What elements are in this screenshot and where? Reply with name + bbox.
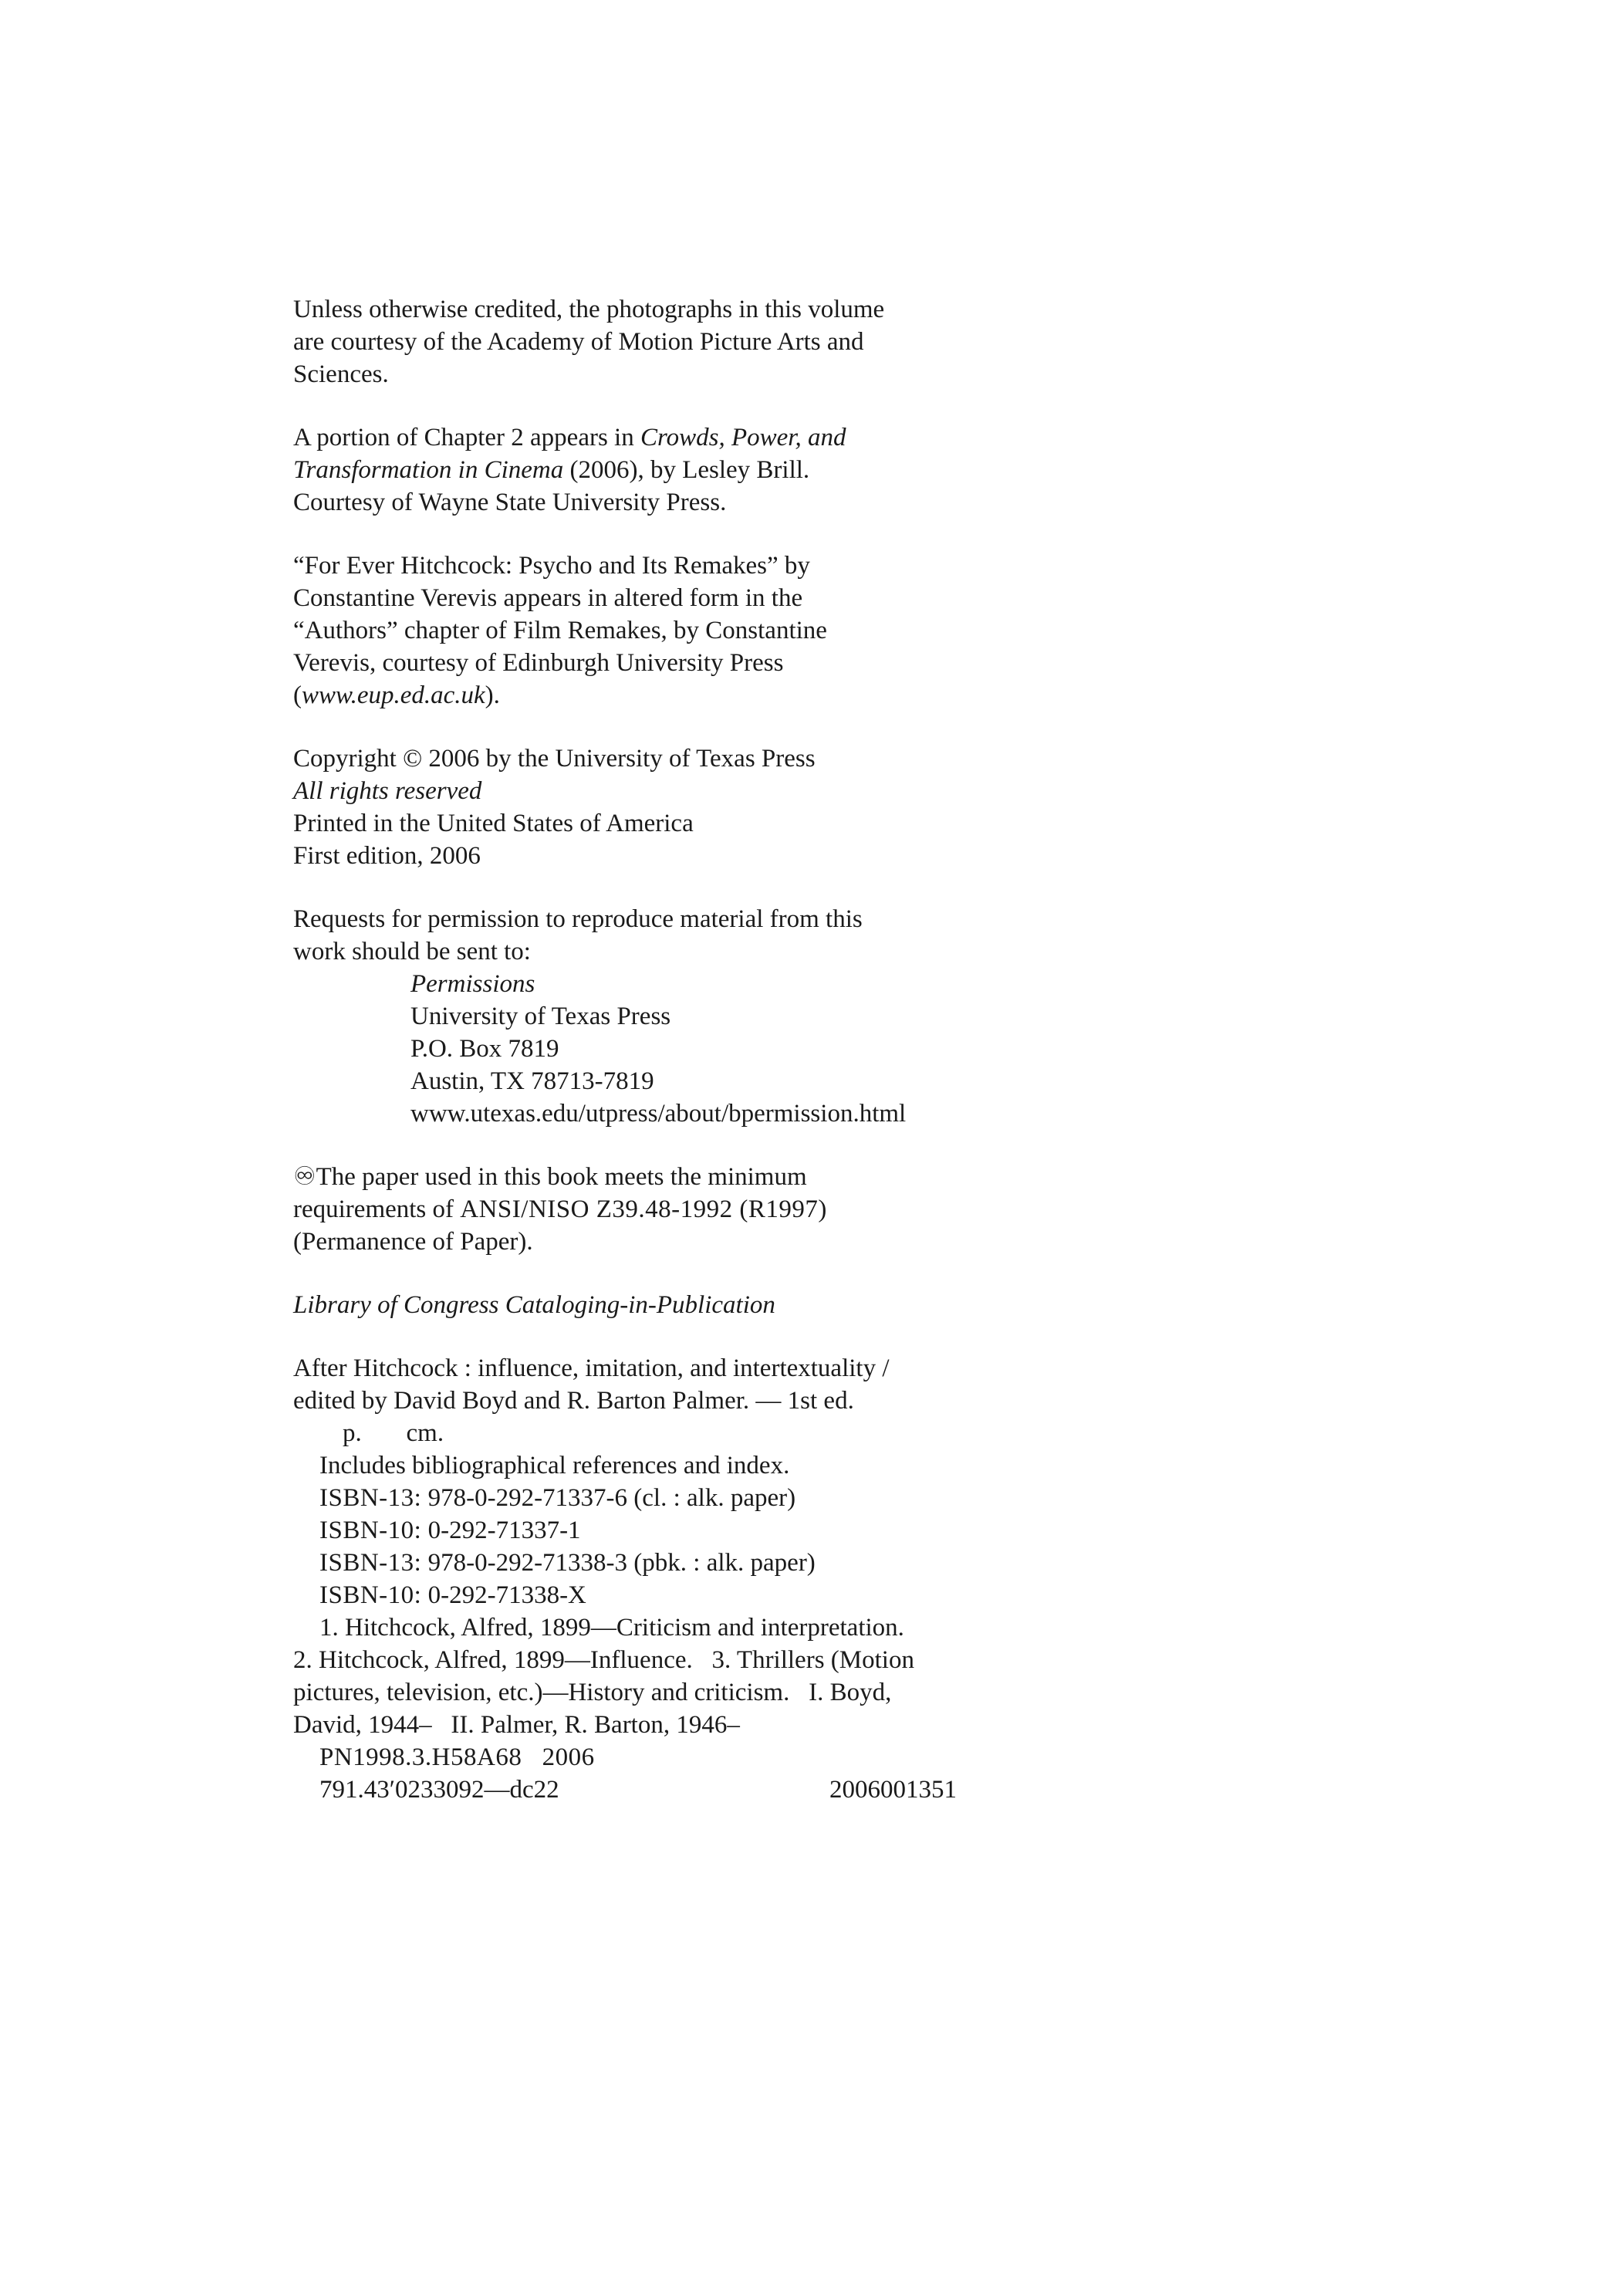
cip-lccn: 2006001351: [829, 1776, 957, 1804]
permissions: [293, 903, 957, 1130]
cip-title-line: edited by David Boyd and R. Barton Palmer. — 1st ed.: [293, 1387, 854, 1415]
permissions-intro: work should be sent to:: [293, 938, 531, 965]
cip-physical: p. cm.: [343, 1419, 444, 1447]
cip-bibliography-note: Includes bibliographical references and index.: [319, 1452, 790, 1479]
remakes-note-line: Constantine Verevis appears in altered form in the: [293, 584, 803, 612]
chapter-note: [293, 421, 957, 519]
cip-subject-line: pictures, television, etc.)—History and criticism. I. Boyd,: [293, 1679, 892, 1706]
isbn-label: ISBN-13:: [319, 1484, 422, 1512]
permissions-url: www.utexas.edu/utpress/about/bpermission.html: [410, 1100, 907, 1128]
cip-dewey-row: [293, 1774, 957, 1806]
copyright-notice: [293, 742, 957, 872]
remakes-note: [293, 549, 957, 712]
paper-notice: [293, 1161, 957, 1258]
book-title: Transformation in Cinema: [293, 456, 564, 484]
paper-notice-line: requirements of ANSI/NISO Z39.48-1992 (R1997): [293, 1195, 827, 1223]
cip-subject-line: 2. Hitchcock, Alfred, 1899—Influence. 3. Thrillers (Motion: [293, 1646, 914, 1674]
photo-credits: [293, 293, 957, 391]
chapter-note-line: Transformation in Cinema (2006), by Lesley Brill.: [293, 456, 810, 484]
remakes-note-url-line: (www.eup.ed.ac.uk).: [293, 681, 500, 709]
cip-dewey: 791.43′0233092—dc22: [319, 1776, 559, 1804]
permissions-intro: Requests for permission to reproduce material from this: [293, 905, 863, 933]
cip-heading: Library of Congress Cataloging-in-Publication: [293, 1291, 775, 1319]
isbn-label: ISBN-13:: [319, 1549, 422, 1577]
paper-notice-line: ♾The paper used in this book meets the minimum: [293, 1163, 807, 1191]
cip-lc-class: PN1998.3.H58A68 2006: [319, 1743, 595, 1771]
cip-isbn-line: ISBN-13: 978-0-292-71338-3 (pbk. : alk. paper): [319, 1549, 816, 1577]
remakes-note-line: “Authors” chapter of Film Remakes, by Constantine: [293, 617, 827, 644]
cip-subject-line: 1. Hitchcock, Alfred, 1899—Criticism and interpretation.: [319, 1614, 904, 1642]
address-line: Austin, TX 78713-7819: [410, 1067, 654, 1095]
cip-subject-line: David, 1944– II. Palmer, R. Barton, 1946–: [293, 1711, 740, 1739]
cip-isbn-line: ISBN-10: 0-292-71338-X: [319, 1581, 586, 1609]
cip-heading-block: [293, 1289, 957, 1321]
publisher-url: www.eup.ed.ac.uk: [302, 681, 485, 709]
permissions-addressee: Permissions: [410, 970, 535, 998]
isbn-label: ISBN-10:: [319, 1517, 422, 1544]
book-title: Crowds, Power, and: [640, 424, 846, 451]
cip-isbn-line: ISBN-10: 0-292-71337-1: [319, 1517, 581, 1544]
photo-credits-line: Sciences.: [293, 360, 389, 388]
address-line: University of Texas Press: [410, 1003, 671, 1030]
paper-notice-line: (Permanence of Paper).: [293, 1228, 533, 1256]
photo-credits-line: Unless otherwise credited, the photographs in this volume: [293, 296, 885, 323]
remakes-note-line: “For Ever Hitchcock: Psycho and Its Remakes” by: [293, 552, 810, 580]
remakes-note-line: Verevis, courtesy of Edinburgh University Press: [293, 649, 784, 677]
address-line: P.O. Box 7819: [410, 1035, 559, 1063]
printed-in: Printed in the United States of America: [293, 810, 694, 837]
chapter-note-line: A portion of Chapter 2 appears in Crowds, Power, and: [293, 424, 846, 451]
chapter-note-line: Courtesy of Wayne State University Press.: [293, 489, 727, 516]
cip-isbn-line: ISBN-13: 978-0-292-71337-6 (cl. : alk. paper): [319, 1484, 796, 1512]
copyright-line: Copyright © 2006 by the University of Texas Press: [293, 745, 816, 773]
photo-credits-line: are courtesy of the Academy of Motion Picture Arts and: [293, 328, 864, 356]
cip-record: [293, 1352, 957, 1806]
isbn-label: ISBN-10:: [319, 1581, 422, 1609]
copyright-page: [293, 293, 957, 1806]
rights-reserved: All rights reserved: [293, 777, 482, 805]
standard-code: ANSI/NISO Z39.48-1992 (R1997): [460, 1195, 827, 1223]
edition: First edition, 2006: [293, 842, 481, 870]
cip-title-line: After Hitchcock : influence, imitation, and intertextuality /: [293, 1354, 890, 1382]
